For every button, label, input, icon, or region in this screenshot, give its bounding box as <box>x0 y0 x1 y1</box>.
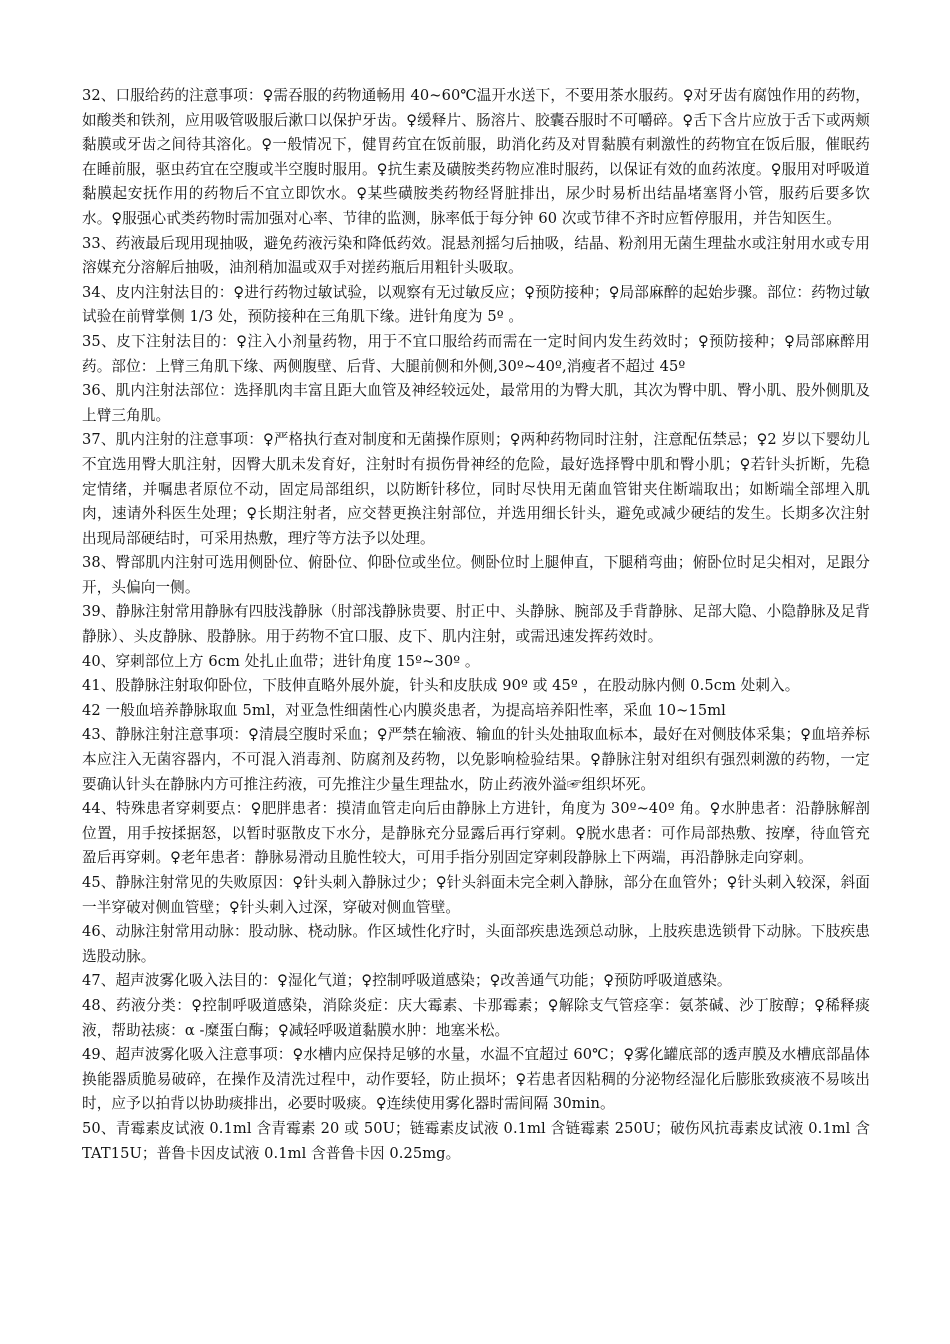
paragraph-39: 39、静脉注射常用静脉有四肢浅静脉（肘部浅静脉贵要、肘正中、头静脉、腕部及手背静脉、足部大隐、小隐静脉及足背静脉）、头皮静脉、股静脉。用于药物不宜口服、皮下、肌内注射，或需迅速发挥药效时。 <box>82 603 870 646</box>
paragraph-40: 40、穿刺部位上方 6cm 处扎止血带；进针角度 15º~30º 。 <box>82 652 480 670</box>
paragraph-42: 42 一般血培养静脉取血 5ml，对亚急性细菌性心内膜炎患者，为提高培养阳性率，采血 10~15ml <box>82 701 726 719</box>
paragraph-35: 35、皮下注射法目的：♀注入小剂量药物，用于不宜口服给药而需在一定时间内发生药效时；♀预防接种；♀局部麻醉用药。部位：上臂三角肌下缘、两侧腹壁、后背、大腿前侧和外侧,30º~40º,消瘦者不超过 45º <box>82 332 870 375</box>
paragraph-44: 44、特殊患者穿刺要点：♀肥胖患者：摸清血管走向后由静脉上方进针，角度为 30º~40º 角。♀水肿患者：沿静脉解剖位置，用手按揉据怒，以暂时驱散皮下水分，是静脉充分显露后再行穿刺。♀脱水患者：可作局部热敷、按摩，待血管充盈后再穿刺。♀老年患者：静脉易滑动且脆性较大，可用手指分别固定穿刺段静脉上下两端，再沿静脉走向穿刺。 <box>82 800 870 867</box>
paragraph-43: 43、静脉注射注意事项：♀清晨空腹时采血；♀严禁在输液、输血的针头处抽取血标本，最好在对侧肢体采集；♀血培养标本应注入无菌容器内，不可混入消毒剂、防腐剂及药物，以免影响检验结果。♀静脉注射对组织有强烈刺激的药物，一定要确认针头在静脉内方可推注药液，可先推注少量生理盐水，防止药液外溢☞组织坏死。 <box>82 726 870 793</box>
paragraph-41: 41、股静脉注射取仰卧位，下肢伸直略外展外旋，针头和皮肤成 90º 或 45º ，在股动脉内侧 0.5cm 处刺入。 <box>82 677 800 695</box>
paragraph-45: 45、静脉注射常见的失败原因：♀针头刺入静脉过少；♀针头斜面未完全刺入静脉，部分在血管外；♀针头刺入较深，斜面一半穿破对侧血管壁；♀针头刺入过深，穿破对侧血管壁。 <box>82 874 870 916</box>
paragraph-46: 46、动脉注射常用动脉：股动脉、桡动脉。作区域性化疗时，头面部疾患选颈总动脉，上肢疾患选锁骨下动脉。下肢疾患选股动脉。 <box>82 923 870 965</box>
paragraph-49: 49、超声波雾化吸入注意事项：♀水槽内应保持足够的水量，水温不宜超过 60℃；♀雾化罐底部的透声膜及水槽底部晶体换能器质脆易破碎，在操作及清洗过程中，动作要轻，防止损坏；♀若患者因粘稠的分泌物经湿化后膨胀致痰液不易咳出时，应予以拍背以协助痰排出，必要时吸痰。♀连续使用雾化器时需间隔 30min。 <box>82 1046 870 1113</box>
paragraph-47: 47、超声波雾化吸入法目的：♀湿化气道；♀控制呼吸道感染；♀改善通气功能；♀预防呼吸道感染。 <box>82 972 732 990</box>
paragraph-34: 34、皮内注射法目的：♀进行药物过敏试验，以观察有无过敏反应；♀预防接种；♀局部麻醉的起始步骤。部位：药物过敏试验在前臂掌侧 1/3 处，预防接种在三角肌下缘。进针角度为 5º 。 <box>82 283 870 326</box>
paragraph-32: 32、口服给药的注意事项：♀需吞服的药物通畅用 40~60℃温开水送下，不要用茶水服药。♀对牙齿有腐蚀作用的药物，如酸类和铁剂，应用吸管吸服后漱口以保护牙齿。♀缓释片、肠溶片、胶囊吞服时不可嚼碎。♀舌下含片应放于舌下或两颊黏膜或牙齿之间待其溶化。♀一般情况下，健胃药宜在饭前服，助消化药及对胃黏膜有刺激性的药物宜在饭后服，催眠药在睡前服，驱虫药宜在空腹或半空腹时服用。♀抗生素及磺胺类药物应准时服药，以保证有效的血药浓度。♀服用对呼吸道黏膜起安抚作用的药物后不宜立即饮水。♀某些磺胺类药物经肾脏排出，尿少时易析出结晶堵塞肾小管，服药后要多饮水。♀服强心甙类药物时需加强对心率、节律的监测，脉率低于每分钟 60 次或节律不齐时应暂停服用，并告知医生。 <box>82 87 870 227</box>
paragraph-38: 38、臀部肌内注射可选用侧卧位、俯卧位、仰卧位或坐位。侧卧位时上腿伸直，下腿稍弯曲；俯卧位时足尖相对，足跟分开，头偏向一侧。 <box>82 554 870 596</box>
paragraph-50: 50、青霉素皮试液 0.1ml 含青霉素 20 或 50U；链霉素皮试液 0.1ml 含链霉素 250U；破伤风抗毒素皮试液 0.1ml 含 TAT15U；普鲁卡因皮试液 0.1ml 含普鲁卡因 0.25mg。 <box>82 1119 870 1162</box>
paragraph-33: 33、药液最后现用现抽吸，避免药液污染和降低药效。混悬剂摇匀后抽吸，结晶、粉剂用无菌生理盐水或注射用水或专用溶媒充分溶解后抽吸，油剂稍加温或双手对搓药瓶后用粗针头吸取。 <box>82 234 870 277</box>
paragraph-48: 48、药液分类：♀控制呼吸道感染，消除炎症：庆大霉素、卡那霉素；♀解除支气管痉挛：氨茶碱、沙丁胺醇；♀稀释痰液，帮助祛痰：α -糜蛋白酶；♀减轻呼吸道黏膜水肿：地塞米松。 <box>82 996 870 1039</box>
paragraph-37: 37、肌内注射的注意事项：♀严格执行查对制度和无菌操作原则；♀两种药物同时注射，注意配伍禁忌；♀2 岁以下婴幼儿不宜选用臀大肌注射，因臀大肌未发育好，注射时有损伤骨神经的危险，最好选择臀中肌和臀小肌；♀若针头折断，先稳定情绪，并嘱患者原位不动，固定局部组织，以防断针移位，同时尽快用无菌血管钳夹住断端取出；如断端全部埋入肌肉，速请外科医生处理；♀长期注射者，应交替更换注射部位，并选用细长针头，避免或减少硬结的发生。长期多次注射出现局部硬结时，可采用热敷，理疗等方法予以处理。 <box>82 431 870 547</box>
paragraph-36: 36、肌内注射法部位：选择肌肉丰富且距大血管及神经较远处，最常用的为臀大肌，其次为臀中肌、臀小肌、股外侧肌及上臂三角肌。 <box>82 382 870 424</box>
